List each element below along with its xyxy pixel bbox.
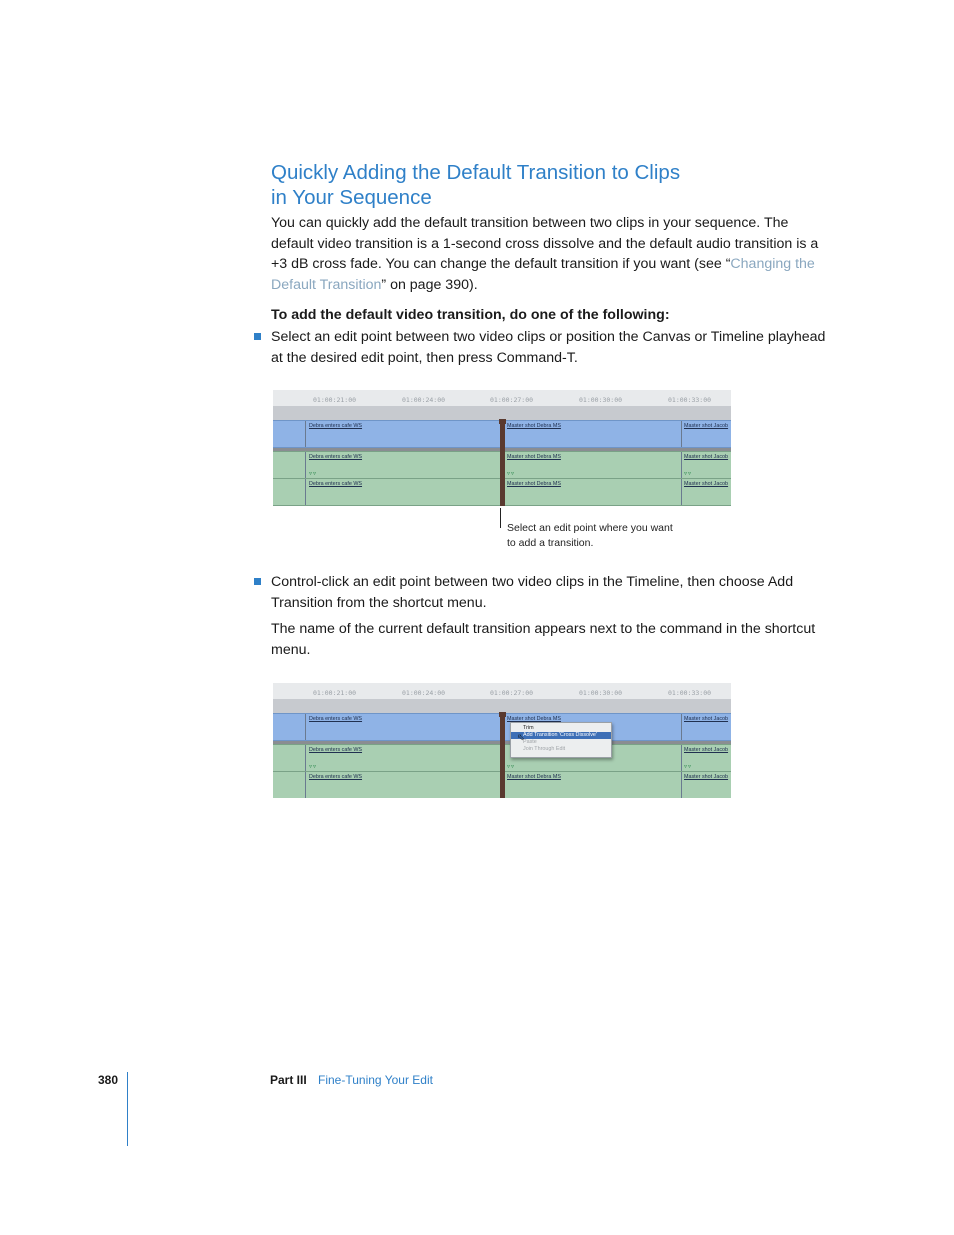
section-title xyxy=(271,160,791,210)
audio-link-icon: ▿▿ xyxy=(309,471,318,477)
footer-section-link[interactable]: Fine-Tuning Your Edit xyxy=(318,1073,433,1087)
clip-label-middle: Master shot Debra MS xyxy=(507,774,561,780)
bullet-marker xyxy=(254,333,261,340)
bullet-text-1: Select an edit point between two video clips or position the Canvas or Timeline playhead at the desired edit point, then press Command-T. xyxy=(271,329,826,366)
timeline-render-bar xyxy=(273,406,731,420)
footer-part: Part III xyxy=(270,1073,307,1087)
clip-boundary xyxy=(305,772,306,798)
ruler-tick: 01:00:33:00 xyxy=(668,689,712,697)
clip-boundary xyxy=(681,452,682,478)
clip-label-middle: Master shot Debra MS xyxy=(507,454,561,460)
timeline-ruler xyxy=(273,683,731,700)
ruler-tick: 01:00:27:00 xyxy=(490,396,534,404)
ruler-tick: 01:00:30:00 xyxy=(579,689,623,697)
intro-text: You can quickly add the default transition between two clips in your sequence. The default video transition is a 1-second cross dissolve and the default audio transition is a +3 dB cross fade. You can change the default transition if you want (see “ xyxy=(271,215,819,272)
ruler-tick: 01:00:33:00 xyxy=(668,396,712,404)
audio-link-icon: ▿▿ xyxy=(309,764,318,770)
section-title-line2: in Your Sequence xyxy=(271,186,432,209)
clip-label-right: Master shot Jacob xyxy=(684,716,729,722)
ruler-tick: 01:00:27:00 xyxy=(490,689,534,697)
clip-boundary xyxy=(305,452,306,478)
footer-rule xyxy=(127,1072,128,1146)
page-number: 380 xyxy=(98,1073,119,1087)
clip-label-right: Master shot Jacob xyxy=(684,774,729,780)
menu-item-join-through-edit[interactable]: Join Through Edit xyxy=(523,746,566,752)
callout-line xyxy=(500,508,501,528)
clip-label-left: Debra enters cafe WS xyxy=(309,423,363,429)
audio-link-icon: ▿▿ xyxy=(684,471,693,477)
clip-boundary xyxy=(305,421,306,447)
clip-boundary xyxy=(681,772,682,798)
clip-boundary xyxy=(305,745,306,771)
ruler-tick: 01:00:24:00 xyxy=(402,689,446,697)
clip-label-right: Master shot Jacob xyxy=(684,423,729,429)
intro-paragraph xyxy=(271,213,831,295)
clip-boundary xyxy=(305,714,306,740)
selected-edit-point[interactable] xyxy=(500,420,505,506)
shortcut-menu xyxy=(510,722,612,758)
clip-label-middle: Master shot Debra MS xyxy=(507,716,561,722)
clip-label-middle: Master shot Debra MS xyxy=(507,423,561,429)
menu-item-paste[interactable]: Paste xyxy=(523,739,537,745)
menu-item-trim[interactable]: Trim xyxy=(523,725,534,731)
clip-label-left: Debra enters cafe WS xyxy=(309,716,363,722)
timeline-screenshot-1 xyxy=(273,390,731,506)
ruler-tick: 01:00:21:00 xyxy=(313,396,357,404)
ruler-tick: 01:00:24:00 xyxy=(402,396,446,404)
clip-boundary xyxy=(681,479,682,505)
clip-boundary xyxy=(681,745,682,771)
section-title-line1: Quickly Adding the Default Transition to Clips xyxy=(271,161,681,184)
clip-label-left: Debra enters cafe WS xyxy=(309,454,363,460)
bullet-marker xyxy=(254,578,261,585)
timeline-ruler xyxy=(273,390,731,407)
timeline-render-bar xyxy=(273,699,731,713)
timeline-screenshot-2 xyxy=(273,683,731,798)
clip-label-right: Master shot Jacob xyxy=(684,454,729,460)
clip-label-right: Master shot Jacob xyxy=(684,747,729,753)
procedure-lead: To add the default video transition, do one of the following: xyxy=(271,307,670,323)
ruler-tick: 01:00:30:00 xyxy=(579,396,623,404)
bullet-text-2: Control-click an edit point between two video clips in the Timeline, then choose Add Transition from the shortcut menu. xyxy=(271,574,794,611)
menu-item-add-transition[interactable]: Add Transition 'Cross Dissolve' xyxy=(511,732,611,739)
callout-text: Select an edit point where you want to add a transition. xyxy=(507,522,673,549)
clip-label-left: Debra enters cafe WS xyxy=(309,747,363,753)
clip-label-right: Master shot Jacob xyxy=(684,481,729,487)
clip-label-left: Debra enters cafe WS xyxy=(309,774,363,780)
cross-reference-link[interactable]: Changing the Default Transition xyxy=(271,256,815,293)
mouse-pointer-icon: ⬁ xyxy=(517,732,525,742)
selected-edit-point[interactable] xyxy=(500,713,505,798)
clip-boundary xyxy=(681,421,682,447)
clip-boundary xyxy=(681,714,682,740)
clip-boundary xyxy=(305,479,306,505)
audio-link-icon: ▿▿ xyxy=(507,471,516,477)
ruler-tick: 01:00:21:00 xyxy=(313,689,357,697)
clip-label-left: Debra enters cafe WS xyxy=(309,481,363,487)
clip-label-middle: Master shot Debra MS xyxy=(507,481,561,487)
note-paragraph: The name of the current default transition appears next to the command in the shortcut menu. xyxy=(271,621,816,658)
audio-link-icon: ▿▿ xyxy=(684,764,693,770)
audio-link-icon: ▿▿ xyxy=(507,764,516,770)
intro-text-end: ” on page 390). xyxy=(381,276,478,293)
